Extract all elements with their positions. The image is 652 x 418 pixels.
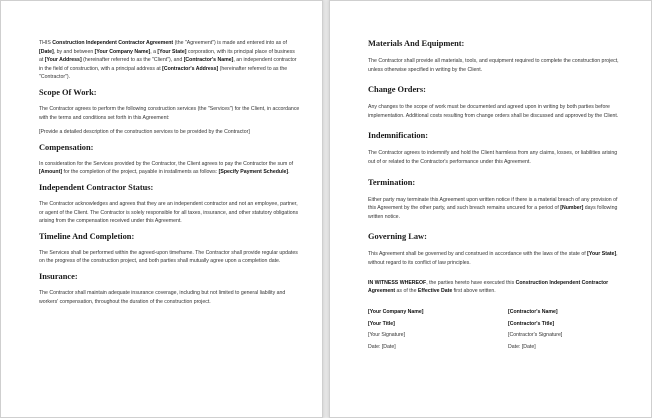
termination-paragraph: Either party may terminate this Agreement upon written notice if there is a material breach of any provision of this Agreement by the other party, and such breach remains uncured for a period of [Number] days following written notice.: [368, 196, 618, 220]
contractor-status-heading: Independent Contractor Status:: [39, 182, 154, 192]
indemnification-heading: Indemnification:: [368, 131, 429, 141]
document-page-1: [0, 0, 323, 418]
timeline-paragraph: The Services shall be performed within the agreed-upon timeframe. The Contractor shall provide regular updates on the progress of the construction project, and both parties shall mutually agree upon a completion date.: [39, 249, 298, 265]
governing-law-paragraph: This Agreement shall be governed by and construed in accordance with the laws of the state of [Your State], without regard to its conflict of law principles.: [368, 251, 618, 266]
client-date: Date: [Date]: [368, 344, 396, 351]
contractor-title: [Contractor's Title]: [508, 320, 555, 327]
timeline-heading: Timeline And Completion:: [39, 231, 135, 241]
client-title: [Your Title]: [368, 320, 395, 327]
scope-paragraph: The Contractor agrees to perform the following construction services (the "Services") for the Client, in accordance with the terms and conditions set forth in this Agreement:: [39, 105, 300, 121]
insurance-paragraph: The Contractor shall maintain adequate insurance coverage, including but not limited to general liability and workers' compensation, throughout the duration of the construction project.: [39, 289, 286, 305]
change-orders-heading: Change Orders:: [368, 85, 426, 95]
materials-paragraph: The Contractor shall provide all materials, tools, and equipment required to complete the construction project, unless otherwise specified in writing by the Client.: [368, 58, 619, 73]
scope-placeholder: [Provide a detailed description of the construction services to be provided by the Contractor]: [39, 129, 250, 136]
client-company-name: [Your Company Name]: [368, 308, 424, 315]
contractor-signature-column: [508, 308, 618, 355]
indemnification-paragraph: The Contractor agrees to indemnify and hold the Client harmless from any claims, losses, or liabilities arising out of or related to the Contractor's performance under this Agreement.: [368, 150, 618, 165]
insurance-heading: Insurance:: [39, 271, 78, 281]
contractor-date: Date: [Date]: [508, 344, 536, 351]
scope-heading: Scope Of Work:: [39, 87, 97, 97]
witness-paragraph: IN WITNESS WHEREOF, the parties hereto have executed this Construction Independent Contractor Agreement as of the Effective Date first above written.: [368, 279, 609, 295]
document-page-2: [329, 0, 652, 418]
materials-heading: Materials And Equipment:: [368, 39, 465, 48]
contractor-signature: [Contractor's Signature]: [508, 332, 563, 339]
intro-paragraph: THIS Construction Independent Contractor Agreement (the "Agreement") is made and entered into as of [Date], by and between [Your Company Name], a [Your State] corporation, with its principal place of business at [Your Address] (hereinafter referred to as the "Client"), and [Contractor's Name], an independent contractor in the field of construction, with a principal address at [Contractor's Address] (hereinafter referred to as the "Contractor").: [39, 40, 297, 81]
compensation-paragraph: In consideration for the Services provided by the Contractor, the Client agrees to pay the Contractor the sum of [Amount] for the completion of the project, payable in installments as follows: [Specify Payment Schedule].: [39, 160, 294, 176]
client-signature: [Your Signature]: [368, 332, 406, 339]
governing-law-heading: Governing Law:: [368, 232, 427, 242]
termination-heading: Termination:: [368, 177, 416, 187]
signature-block: [368, 308, 618, 355]
client-signature-column: [368, 308, 478, 355]
compensation-heading: Compensation:: [39, 142, 94, 152]
contractor-status-paragraph: The Contractor acknowledges and agrees that they are an independent contractor and not an employee, partner, or agent of the Client. The Contractor is solely responsible for all taxes, insurance, and other statutory obligations arising from the compensation received under this Agreement.: [39, 200, 299, 225]
change-orders-paragraph: Any changes to the scope of work must be documented and agreed upon in writing by both parties before implementation. Additional costs resulting from change orders shall be discussed and approved by the Client.: [368, 104, 619, 119]
contractor-name: [Contractor's Name]: [508, 308, 558, 315]
